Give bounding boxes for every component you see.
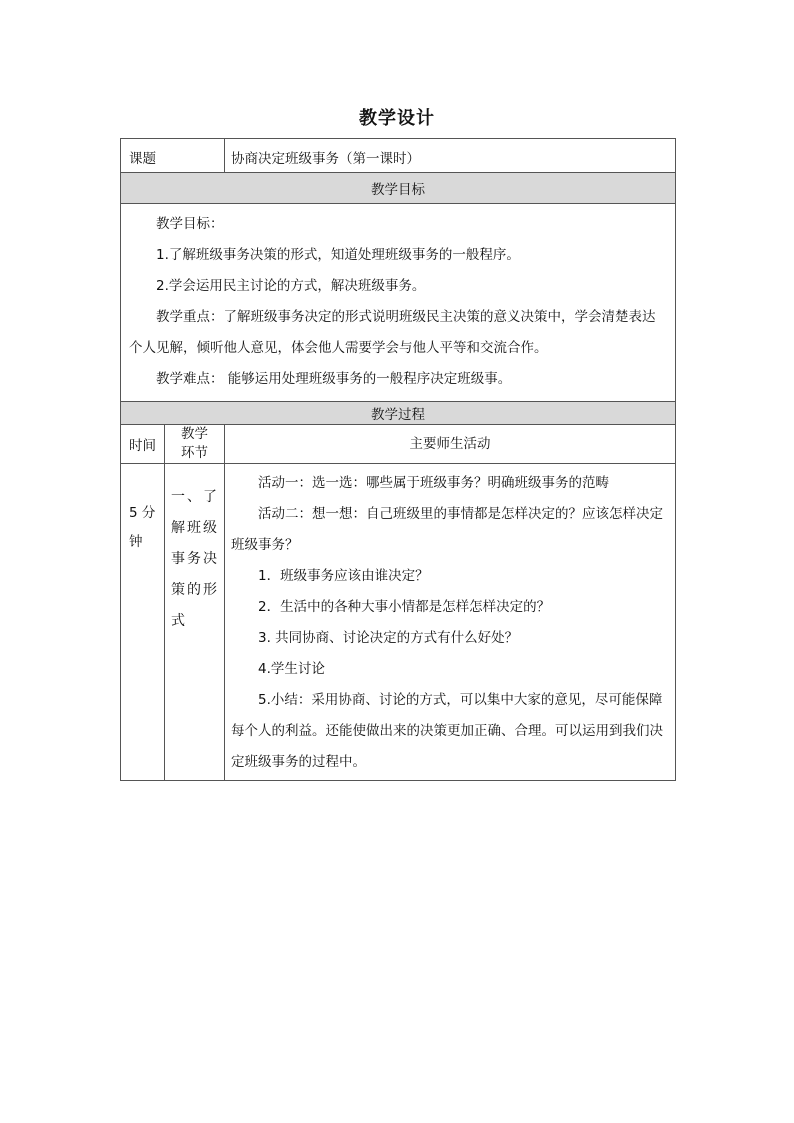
- goals-row: [121, 204, 676, 402]
- process-section-header: 教学过程: [121, 402, 676, 425]
- goals-line: 教学目标：: [156, 216, 224, 232]
- goals-content: [121, 204, 676, 402]
- activity-line: 活动二：想一想：自己班级里的事情都是怎样决定的？应该怎样决定班级事务？: [231, 506, 663, 553]
- goals-difficulty: 教学难点： 能够运用处理班级事务的一般程序决定班级事。: [156, 371, 512, 387]
- activity-line: 3. 共同协商、讨论决定的方式有什么好处？: [258, 630, 519, 646]
- activity-line: 1．班级事务应该由谁决定？: [258, 568, 429, 584]
- goals-header-row: [121, 173, 676, 204]
- lesson-plan-table: [120, 138, 676, 781]
- topic-label: 课题: [121, 139, 225, 173]
- column-header-time: 时间: [121, 425, 165, 464]
- process-header-row: [121, 402, 676, 425]
- column-header-activity: 主要师生活动: [225, 425, 676, 464]
- activity-line: 活动一：选一选：哪些属于班级事务？明确班级事务的范畴: [258, 475, 609, 491]
- process-column-headers: [121, 425, 676, 464]
- goals-line: 1.了解班级事务决策的形式，知道处理班级事务的一般程序。: [156, 247, 520, 263]
- process-row: [121, 464, 676, 781]
- document-title: 教学设计: [359, 108, 435, 129]
- activity-line: 2．生活中的各种大事小情都是怎样怎样决定的？: [258, 599, 551, 615]
- topic-row: [121, 139, 676, 173]
- goals-line: 2.学会运用民主讨论的方式，解决班级事务。: [156, 278, 426, 294]
- time-cell: 5 分钟: [121, 464, 165, 781]
- column-header-stage: 教学环节: [165, 425, 225, 464]
- goals-section-header: 教学目标: [121, 173, 676, 204]
- activity-cell: [225, 464, 676, 781]
- activity-summary: 5.小结：采用协商、讨论的方式，可以集中大家的意见，尽可能保障每个人的利益。还能使做出来的决策更加正确、合理。可以运用到我们决定班级事务的过程中。: [231, 692, 663, 770]
- topic-value: 协商决定班级事务（第一课时）: [225, 139, 676, 173]
- activity-line: 4.学生讨论: [258, 661, 325, 677]
- stage-cell: 一、了解班级事务决策的形式: [165, 464, 225, 781]
- goals-key-point: 教学重点：了解班级事务决定的形式说明班级民主决策的意义决策中，学会清楚表达个人见解，倾听他人意见，体会他人需要学会与他人平等和交流合作。: [129, 309, 656, 356]
